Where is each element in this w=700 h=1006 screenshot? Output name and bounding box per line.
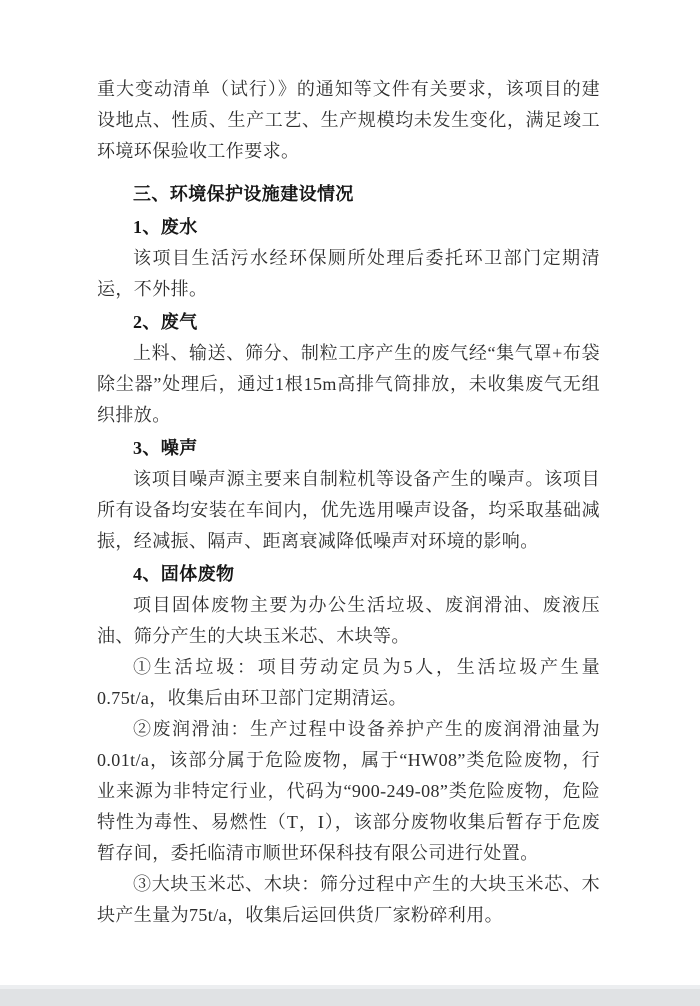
paragraph: ②废润滑油：生产过程中设备养护产生的废润滑油量为0.01t/a，该部分属于危险废物，属于“HW08”类危险废物，行业来源为非特定行业，代码为“900-249-08”类危险废物，危险特性为毒性、易燃性（T，I），该部分废物收集后暂存于危废暂存间，委托临清市顺世环保科技有限公司进行处置。 [97, 719, 600, 863]
paragraph: 该项目生活污水经环保厕所处理后委托环卫部门定期清运，不外排。 [97, 248, 600, 299]
sub-heading-wastewater: 1、废水 [133, 217, 198, 237]
paragraph: 重大变动清单（试行）》的通知等文件有关要求，该项目的建设地点、性质、生产工艺、生产规模均未发生变化，满足竣工环境环保验收工作要求。 [97, 79, 600, 161]
sub-heading-solid-waste: 4、固体废物 [133, 564, 235, 584]
page-bottom-edge [0, 985, 700, 1006]
section-heading: 三、环境保护设施建设情况 [133, 184, 354, 204]
sub-heading-waste-gas: 2、废气 [133, 312, 198, 332]
paragraph: ③大块玉米芯、木块：筛分过程中产生的大块玉米芯、木块产生量为75t/a，收集后运回供货厂家粉碎利用。 [97, 874, 600, 925]
paragraph: 上料、输送、筛分、制粒工序产生的废气经“集气罩+布袋除尘器”处理后，通过1根15m高排气筒排放，未收集废气无组织排放。 [97, 343, 600, 425]
sub-heading-noise: 3、噪声 [133, 438, 198, 458]
paragraph: 项目固体废物主要为办公生活垃圾、废润滑油、废液压油、筛分产生的大块玉米芯、木块等。 [97, 595, 600, 646]
paragraph: ①生活垃圾：项目劳动定员为5人，生活垃圾产生量0.75t/a，收集后由环卫部门定期清运。 [97, 657, 600, 708]
document-content [97, 74, 600, 931]
paragraph: 该项目噪声源主要来自制粒机等设备产生的噪声。该项目所有设备均安装在车间内，优先选用噪声设备，均采取基础减振，经减振、隔声、距离衰减降低噪声对环境的影响。 [97, 469, 600, 551]
